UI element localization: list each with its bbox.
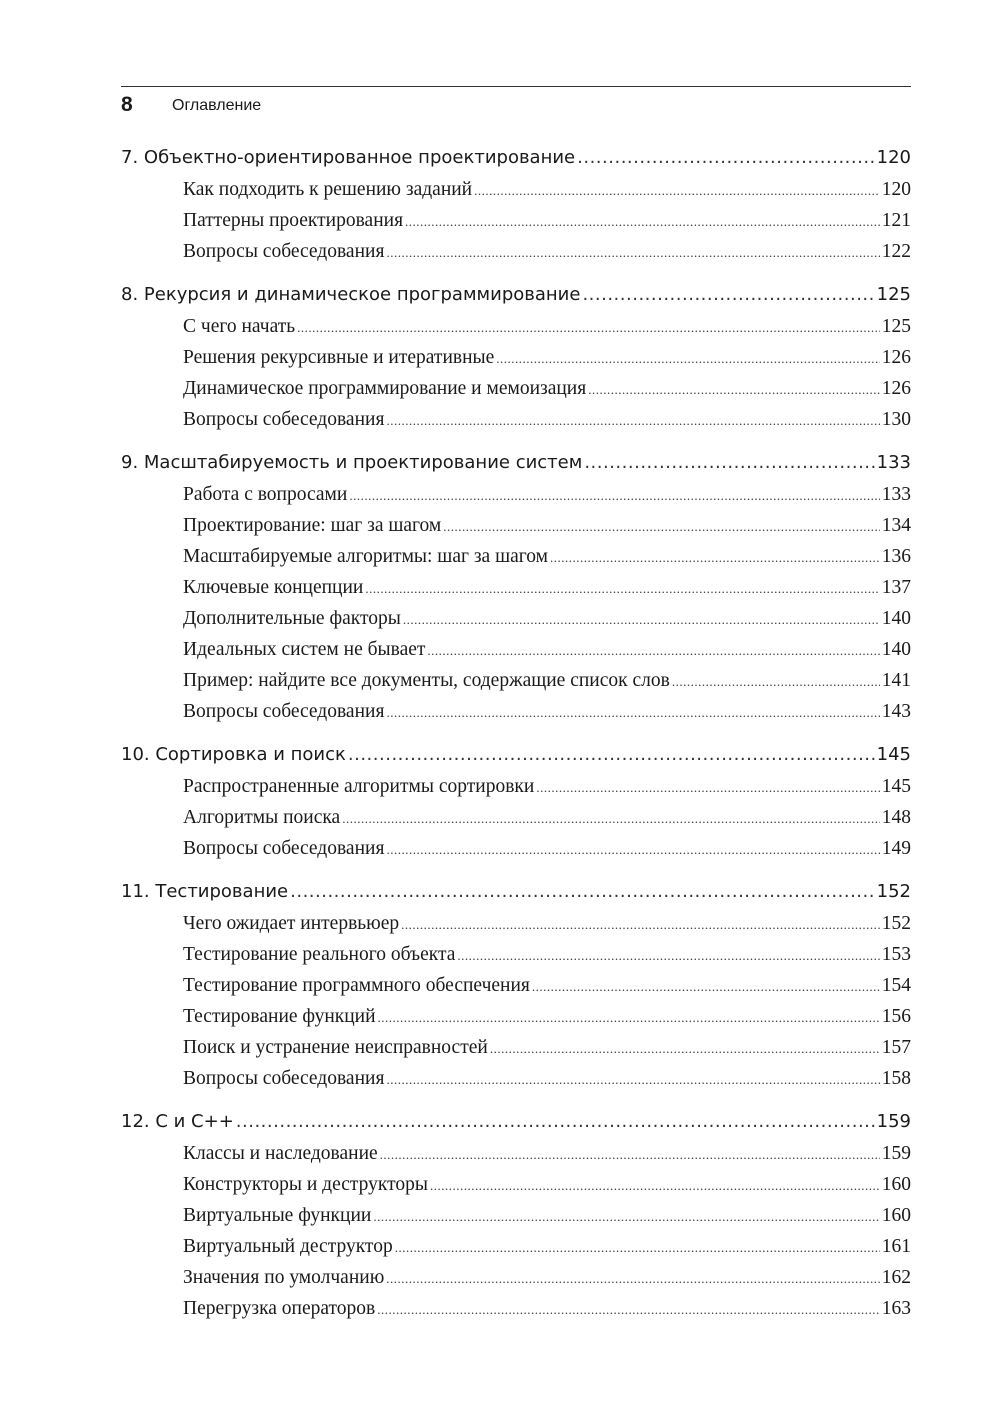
section-entry [121,1169,911,1200]
section-entry-title: Ключевые концепции [183,577,364,598]
chapter-block [121,876,911,1094]
section-entry [121,1001,911,1032]
section-entry-title: Перегрузка операторов [183,1298,376,1319]
section-entry [121,572,911,603]
section-entry-page-number: 121 [881,210,911,231]
section-entry [121,205,911,236]
section-entry [121,696,911,727]
dot-leader [386,697,879,728]
section-entry [121,970,911,1001]
section-entry-title: Вопросы собеседования [183,838,385,859]
dot-leader [386,1263,879,1294]
section-entry-title: Классы и наследование [183,1143,378,1164]
section-entry-page-number: 130 [881,409,911,430]
chapter-entry-page-number: 120 [876,147,911,168]
section-entry-page-number: 158 [881,1068,911,1089]
section-entry [121,1262,911,1293]
chapter-entry-page-number: 125 [876,284,911,305]
section-entry-title: Виртуальный деструктор [183,1236,393,1257]
section-entry-title: Вопросы собеседования [183,701,385,722]
dot-leader [349,480,879,511]
section-entry-page-number: 145 [881,776,911,797]
chapter-entry [121,876,911,908]
dot-leader [342,803,880,834]
section-entry [121,665,911,696]
dot-leader [401,909,880,940]
section-entry-page-number: 160 [881,1205,911,1226]
section-entry-page-number: 126 [881,347,911,368]
dot-leader [236,1106,875,1138]
chapter-entry [121,447,911,479]
header-rule [121,86,911,87]
section-entry-page-number: 126 [881,378,911,399]
section-entry-page-number: 140 [881,639,911,660]
chapter-entry-title: 11. Тестирование [121,881,289,902]
section-entry-title: Идеальных систем не бывает [183,639,426,660]
chapter-entry-title: 9. Масштабируемость и проектирование систем [121,452,583,473]
dot-leader [496,343,879,374]
section-entry-page-number: 134 [881,515,911,536]
dot-leader [474,175,880,206]
section-entry-title: Решения рекурсивные и итеративные [183,347,495,368]
section-entry-page-number: 136 [881,546,911,567]
section-entry [121,479,911,510]
section-entry-page-number: 141 [881,670,911,691]
section-entry-title: Распространенные алгоритмы сортировки [183,776,535,797]
section-entry-title: Алгоритмы поиска [183,807,341,828]
dot-leader [395,1232,880,1263]
page-header [121,91,911,121]
chapter-entry [121,739,911,771]
dot-leader [386,405,879,436]
section-entry-title: Тестирование функций [183,1006,376,1027]
chapter-entry-title: 10. Сортировка и поиск [121,744,346,765]
section-entry [121,510,911,541]
section-entry-page-number: 162 [881,1267,911,1288]
section-entry-page-number: 163 [881,1298,911,1319]
chapter-entry-title: 8. Рекурсия и динамическое программирование [121,284,581,305]
section-entry [121,833,911,864]
section-entry-page-number: 120 [881,179,911,200]
dot-leader [378,1002,880,1033]
section-entry [121,1200,911,1231]
section-entry [121,1063,911,1094]
section-entry [121,603,911,634]
dot-leader [348,739,875,771]
page-number: 8 [121,93,133,116]
section-entry-title: Проектирование: шаг за шагом [183,515,442,536]
section-entry-page-number: 125 [881,316,911,337]
section-entry [121,634,911,665]
dot-leader [582,279,874,311]
section-entry-page-number: 140 [881,608,911,629]
section-entry-page-number: 156 [881,1006,911,1027]
dot-leader [386,834,879,865]
dot-leader [427,635,879,666]
dot-leader [550,542,880,573]
section-entry [121,1032,911,1063]
section-entry-page-number: 133 [881,484,911,505]
dot-leader [430,1170,880,1201]
section-entry [121,541,911,572]
chapter-entry [121,1106,911,1138]
dot-leader [672,666,880,697]
section-entry-page-number: 159 [881,1143,911,1164]
section-entry-page-number: 154 [881,975,911,996]
chapter-entry-title: 12. C и C++ [121,1111,234,1132]
dot-leader [490,1033,880,1064]
section-entry-title: Вопросы собеседования [183,241,385,262]
section-entry-page-number: 149 [881,838,911,859]
section-entry-title: Вопросы собеседования [183,1068,385,1089]
section-entry [121,1293,911,1324]
section-entry [121,771,911,802]
section-entry-page-number: 148 [881,807,911,828]
section-entry [121,373,911,404]
section-entry-title: Значения по умолчанию [183,1267,385,1288]
dot-leader [297,312,880,343]
chapter-entry [121,142,911,174]
section-entry [121,236,911,267]
dot-leader [403,604,880,635]
chapter-block [121,279,911,435]
dot-leader [380,1139,880,1170]
section-entry-title: Поиск и устранение неисправностей [183,1037,488,1058]
chapter-block [121,142,911,267]
dot-leader [386,1064,879,1095]
chapter-entry-page-number: 133 [876,452,911,473]
dot-leader [532,971,880,1002]
section-entry-title: Как подходить к решению заданий [183,179,473,200]
dot-leader [377,1294,879,1325]
section-entry-page-number: 153 [881,944,911,965]
dot-leader [588,374,880,405]
chapter-entry [121,279,911,311]
dot-leader [584,447,874,479]
section-entry [121,174,911,205]
section-entry [121,1231,911,1262]
section-entry [121,939,911,970]
dot-leader [373,1201,879,1232]
section-entry-title: Тестирование программного обеспечения [183,975,530,996]
dot-leader [536,772,879,803]
section-entry [121,311,911,342]
section-entry [121,1138,911,1169]
dot-leader [457,940,879,971]
chapter-entry-title: 7. Объектно-ориентированное проектирование [121,147,576,168]
section-entry-page-number: 160 [881,1174,911,1195]
section-entry-page-number: 161 [881,1236,911,1257]
chapter-entry-page-number: 152 [876,881,911,902]
section-entry-title: Чего ожидает интервьюер [183,913,400,934]
chapter-entry-page-number: 159 [876,1111,911,1132]
chapter-block [121,1106,911,1324]
section-entry-title: С чего начать [183,316,296,337]
section-entry-title: Дополнительные факторы [183,608,401,629]
section-entry-page-number: 143 [881,701,911,722]
section-entry-page-number: 157 [881,1037,911,1058]
section-entry-title: Паттерны проектирования [183,210,404,231]
section-entry [121,908,911,939]
section-entry-title: Вопросы собеседования [183,409,385,430]
chapter-entry-page-number: 145 [876,744,911,765]
section-entry-title: Пример: найдите все документы, содержащие список слов [183,670,670,691]
section-entry-title: Динамическое программирование и мемоизация [183,378,587,399]
section-entry-title: Конструкторы и деструкторы [183,1174,428,1195]
dot-leader [577,142,875,174]
running-head: Оглавление [172,97,262,114]
section-entry-title: Виртуальные функции [183,1205,372,1226]
chapter-block [121,447,911,727]
section-entry-page-number: 122 [881,241,911,262]
section-entry-title: Тестирование реального объекта [183,944,456,965]
chapter-block [121,739,911,864]
dot-leader [290,876,875,908]
section-entry-title: Масштабируемые алгоритмы: шаг за шагом [183,546,548,567]
section-entry-title: Работа с вопросами [183,484,348,505]
section-entry [121,342,911,373]
section-entry [121,404,911,435]
dot-leader [405,206,880,237]
table-of-contents [121,142,911,1336]
dot-leader [386,237,879,268]
dot-leader [365,573,879,604]
section-entry-page-number: 152 [881,913,911,934]
section-entry-page-number: 137 [881,577,911,598]
section-entry [121,802,911,833]
dot-leader [443,511,879,542]
